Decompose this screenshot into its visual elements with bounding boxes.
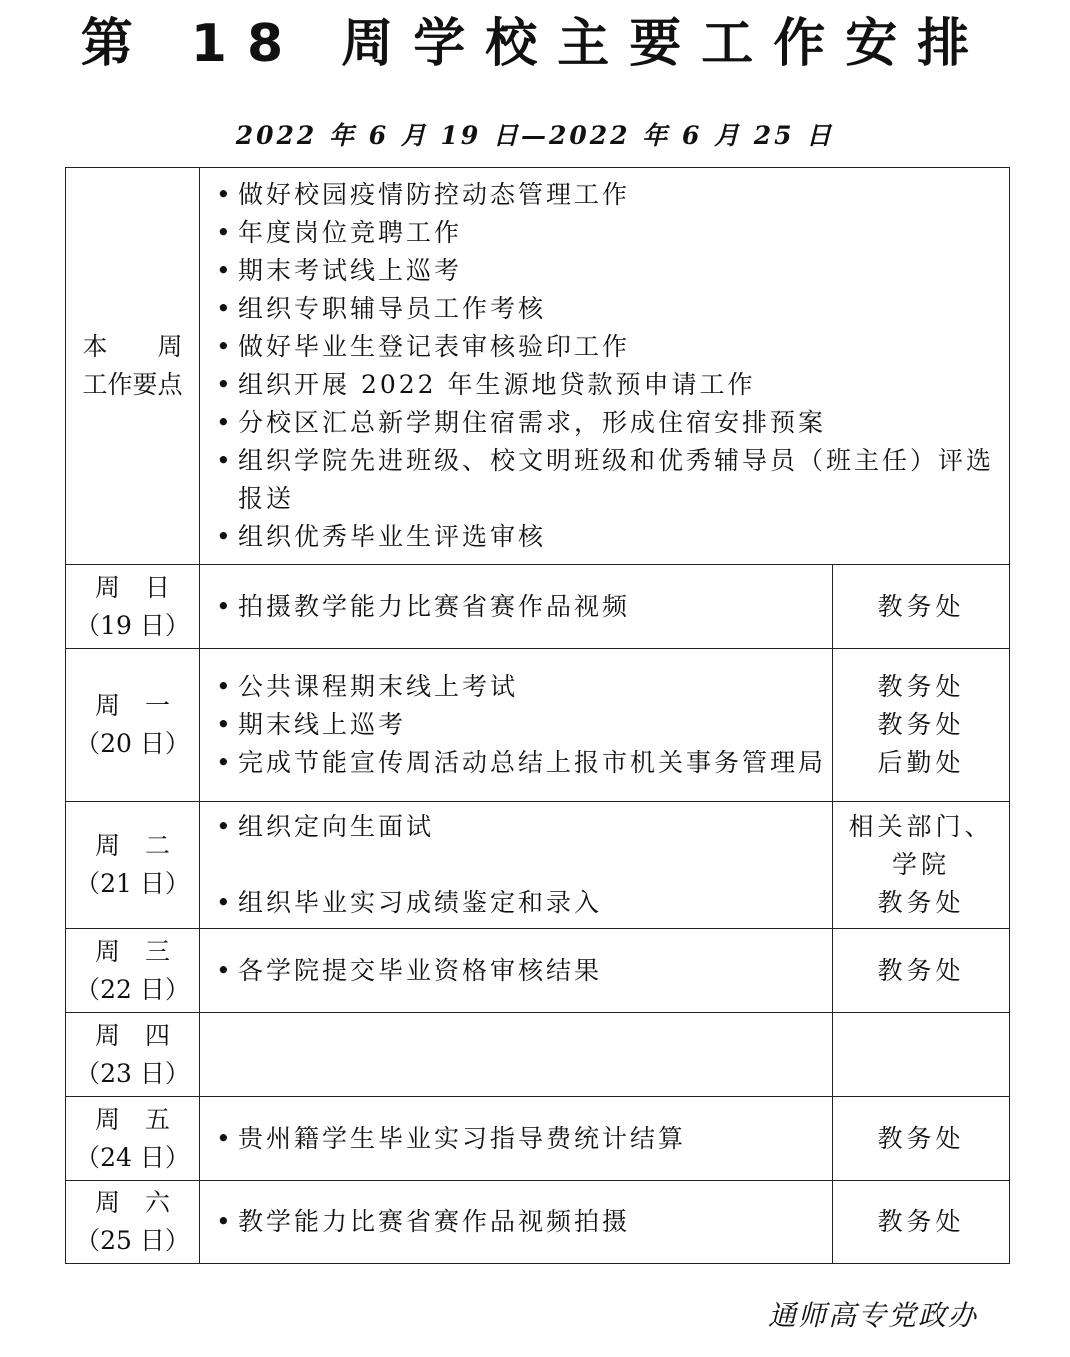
key-point-item: • 组织优秀毕业生评选审核 <box>214 518 1003 556</box>
weekday: 周 四 <box>94 1020 170 1050</box>
weekday: 周 六 <box>94 1188 170 1217</box>
key-points-list <box>200 168 1010 565</box>
key-point-item: • 期末考试线上巡考 <box>214 252 1003 290</box>
day-row-saturday <box>66 1181 1010 1264</box>
key-points-label <box>66 168 200 565</box>
day-label <box>66 1013 200 1097</box>
key-point-item: • 组织专职辅导员工作考核 <box>214 290 1003 328</box>
day-depts <box>833 565 1010 649</box>
dept-name: 教务处 <box>877 710 965 739</box>
day-date: （21 日） <box>75 869 190 898</box>
key-points-label-line1: 本 周 <box>82 332 183 361</box>
day-items <box>200 1013 833 1097</box>
dept-name: 教务处 <box>877 955 965 985</box>
task-item: • 期末线上巡考 <box>214 706 826 744</box>
day-depts <box>833 802 1010 929</box>
key-points-label-line2: 工作要点 <box>82 370 183 399</box>
day-depts <box>833 929 1010 1013</box>
task-item: • 完成节能宣传周活动总结上报市机关事务管理局 <box>214 744 826 782</box>
task-item: • 贵州籍学生毕业实习指导费统计结算 <box>214 1120 826 1158</box>
key-points-row <box>66 168 1010 565</box>
weekday: 周 三 <box>94 936 170 966</box>
day-date: （24 日） <box>75 1142 190 1172</box>
dept-name: 教务处 <box>877 1123 965 1153</box>
day-label <box>66 565 200 649</box>
day-label <box>66 1181 200 1264</box>
task-item: • 教学能力比赛省赛作品视频拍摄 <box>214 1203 826 1241</box>
day-row-monday <box>66 649 1010 802</box>
key-point-item: • 做好毕业生登记表审核验印工作 <box>214 328 1003 366</box>
day-row-thursday <box>66 1013 1010 1097</box>
signature: 通师高专党政办 <box>767 1299 978 1332</box>
day-depts <box>833 1097 1010 1181</box>
day-row-sunday <box>66 565 1010 649</box>
day-label <box>66 929 200 1013</box>
day-items <box>200 1097 833 1181</box>
key-point-item: • 做好校园疫情防控动态管理工作 <box>214 176 1003 214</box>
day-depts <box>833 1013 1010 1097</box>
day-row-wednesday <box>66 929 1010 1013</box>
day-items <box>200 565 833 649</box>
day-row-friday <box>66 1097 1010 1181</box>
date-range: 2022 年 6 月 19 日—2022 年 6 月 25 日 <box>235 121 835 150</box>
dept-name: 相关部门、学院 <box>848 812 994 879</box>
day-label <box>66 1097 200 1181</box>
dept-name: 教务处 <box>877 591 965 621</box>
task-item: • 组织定向生面试 <box>214 808 826 846</box>
weekday: 周 日 <box>94 572 170 602</box>
day-date: （20 日） <box>75 729 190 758</box>
day-date: （25 日） <box>75 1226 190 1255</box>
day-row-tuesday <box>66 802 1010 929</box>
day-items <box>200 929 833 1013</box>
weekday: 周 二 <box>94 831 170 860</box>
weekday: 周 五 <box>94 1104 170 1134</box>
key-point-item: • 年度岗位竞聘工作 <box>214 214 1003 252</box>
task-item: • 拍摄教学能力比赛省赛作品视频 <box>214 588 826 626</box>
day-date: （22 日） <box>75 974 190 1004</box>
schedule-table <box>65 167 1010 1264</box>
key-point-item: • 组织学院先进班级、校文明班级和优秀辅导员（班主任）评选报送 <box>214 442 1003 518</box>
day-depts <box>833 649 1010 802</box>
day-date: （19 日） <box>75 610 190 640</box>
dept-name: 教务处 <box>877 888 965 917</box>
weekday: 周 一 <box>94 691 170 720</box>
key-point-item: • 组织开展 2022 年生源地贷款预申请工作 <box>214 366 1003 404</box>
dept-name: 教务处 <box>877 1207 965 1236</box>
dept-name: 教务处 <box>877 672 965 701</box>
page-title: 第 18 周学校主要工作安排 <box>80 14 990 74</box>
task-item: • 组织毕业实习成绩鉴定和录入 <box>214 884 826 922</box>
key-point-item: • 分校区汇总新学期住宿需求，形成住宿安排预案 <box>214 404 1003 442</box>
day-label <box>66 649 200 802</box>
day-date: （23 日） <box>75 1058 190 1088</box>
dept-name: 后勤处 <box>877 748 965 777</box>
day-items <box>200 802 833 929</box>
day-depts <box>833 1181 1010 1264</box>
task-item: • 公共课程期末线上考试 <box>214 668 826 706</box>
day-label <box>66 802 200 929</box>
day-items <box>200 649 833 802</box>
day-items <box>200 1181 833 1264</box>
task-item: • 各学院提交毕业资格审核结果 <box>214 952 826 990</box>
